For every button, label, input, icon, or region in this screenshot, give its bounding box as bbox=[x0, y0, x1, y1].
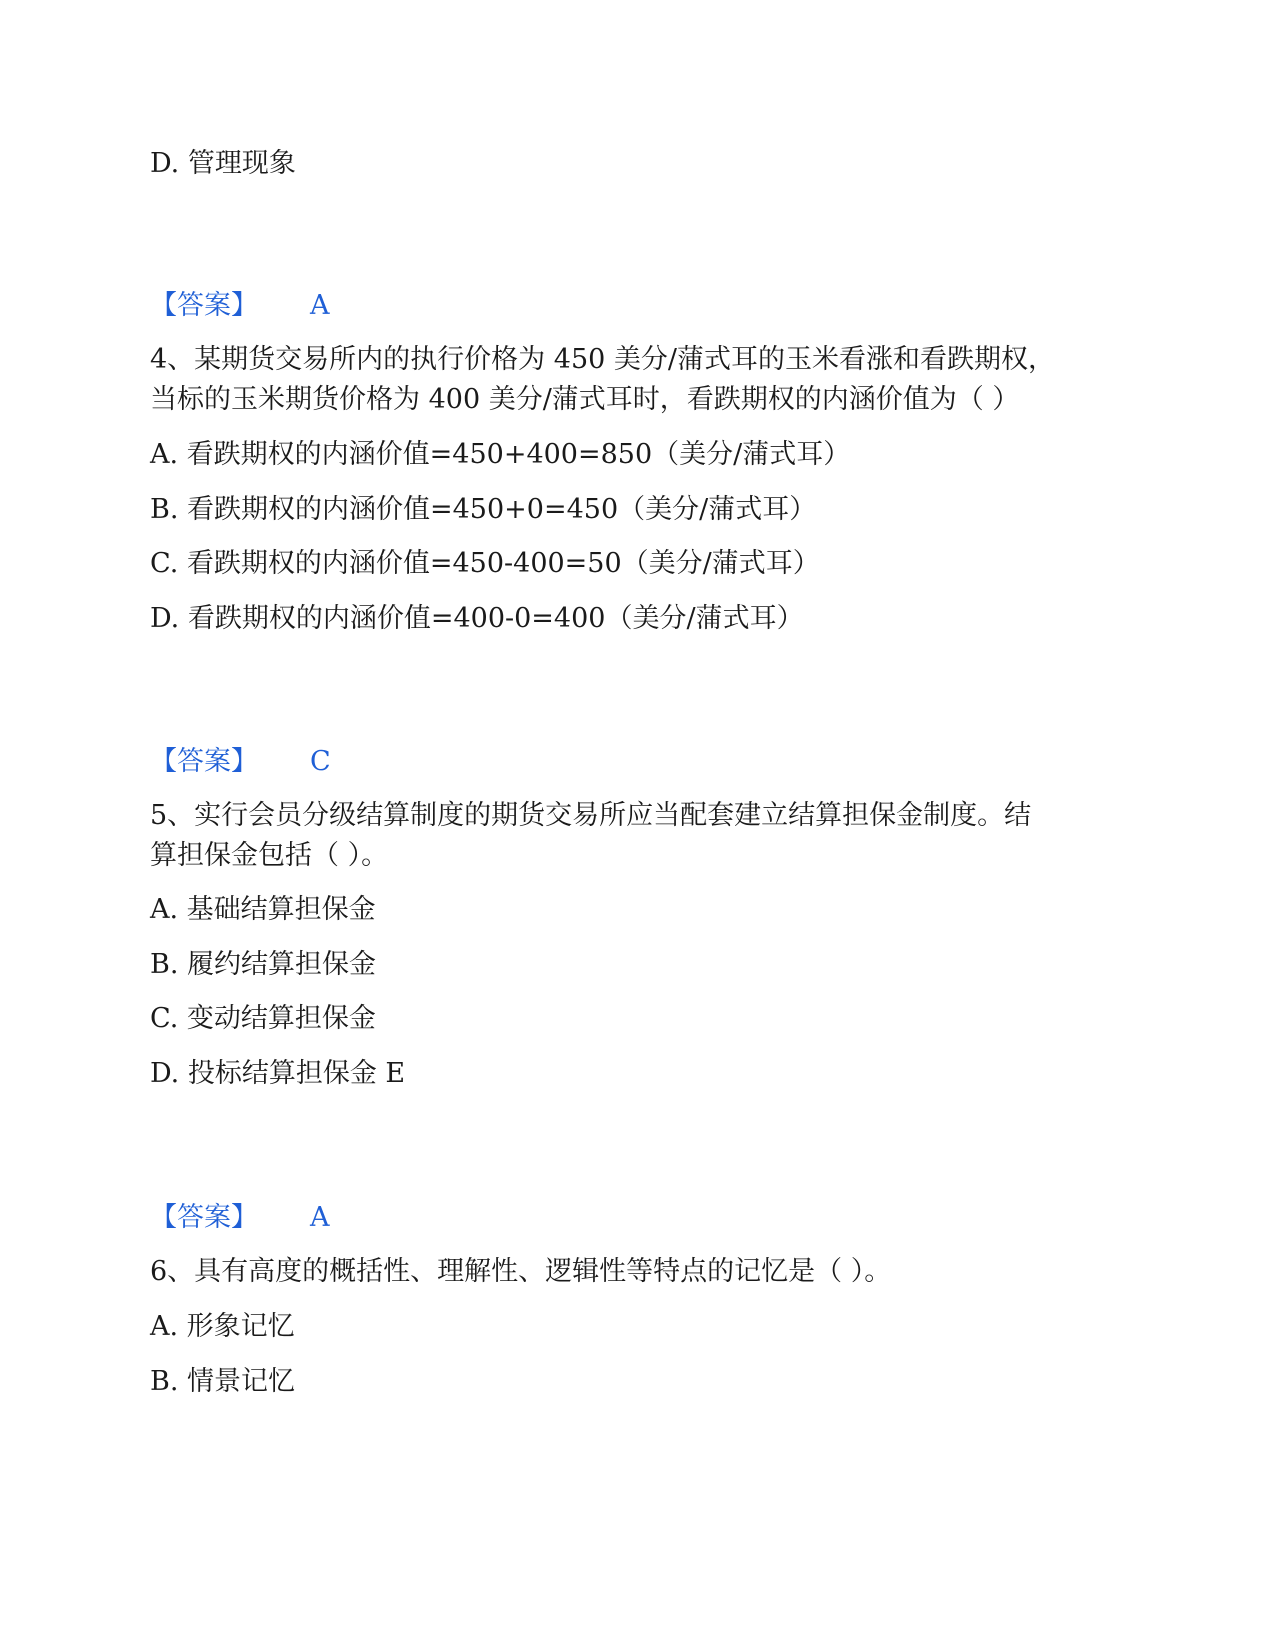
question-4-option-a: A. 看跌期权的内涵价值=450+400=850（美分/蒲式耳） bbox=[150, 439, 851, 470]
question-5-option-d: D. 投标结算担保金 E bbox=[150, 1058, 406, 1089]
question-4-option-d: D. 看跌期权的内涵价值=400-0=400（美分/蒲式耳） bbox=[150, 603, 804, 634]
answer-value: A bbox=[310, 290, 330, 321]
question-6-option-a: A. 形象记忆 bbox=[150, 1311, 295, 1342]
question-4-option-b: B. 看跌期权的内涵价值=450+0=450（美分/蒲式耳） bbox=[150, 494, 817, 525]
question-4-line-1: 4、某期货交易所内的执行价格为 450 美分/蒲式耳的玉米看涨和看跌期权， bbox=[150, 344, 1055, 375]
question-6-option-b: B. 情景记忆 bbox=[150, 1366, 296, 1397]
question-5-line-1: 5、实行会员分级结算制度的期货交易所应当配套建立结算担保金制度。结 bbox=[150, 800, 1032, 831]
answer-value: C bbox=[310, 746, 331, 777]
answer-block-4 bbox=[150, 744, 331, 780]
question-6-line-1: 6、具有高度的概括性、理解性、逻辑性等特点的记忆是（ ）。 bbox=[150, 1256, 892, 1287]
answer-label: 【答案】 bbox=[150, 290, 258, 321]
question-5-option-a: A. 基础结算担保金 bbox=[150, 894, 376, 925]
question-5-option-b: B. 履约结算担保金 bbox=[150, 949, 377, 980]
answer-value: A bbox=[310, 1202, 330, 1233]
answer-label: 【答案】 bbox=[150, 746, 258, 777]
answer-label: 【答案】 bbox=[150, 1202, 258, 1233]
question-4-line-2: 当标的玉米期货价格为 400 美分/蒲式耳时，看跌期权的内涵价值为（ ） bbox=[150, 384, 1020, 415]
answer-block-5 bbox=[150, 1200, 330, 1236]
answer-block-3 bbox=[150, 288, 330, 324]
question-4-option-c: C. 看跌期权的内涵价值=450-400=50（美分/蒲式耳） bbox=[150, 548, 820, 579]
question-5-option-c: C. 变动结算担保金 bbox=[150, 1003, 376, 1034]
prev-option-d: D. 管理现象 bbox=[150, 148, 296, 179]
question-5-line-2: 算担保金包括（ ）。 bbox=[150, 840, 389, 871]
